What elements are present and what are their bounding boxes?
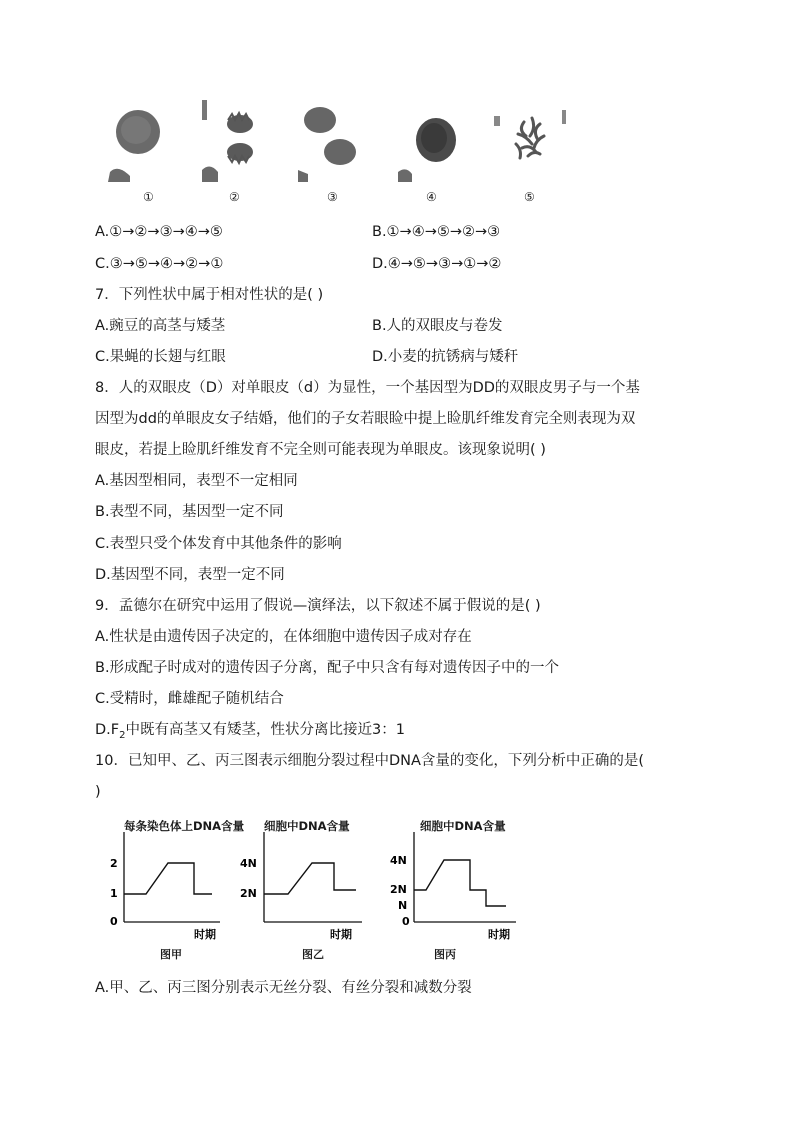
micrograph-2 bbox=[202, 100, 262, 182]
chart-yi-ytick-0: 2N bbox=[240, 887, 257, 900]
q8-stem-line-2: 因型为dd的单眼皮女子结婚，他们的子女若眼睑中提上睑肌纤维发育完全则表现为双 bbox=[95, 411, 636, 427]
q7-stem: 7．下列性状中属于相对性状的是( ) bbox=[95, 287, 324, 303]
q9-option-d bbox=[95, 720, 405, 746]
micrograph-label-2: ② bbox=[229, 190, 240, 204]
q6-option-c: C.③→⑤→④→②→① bbox=[95, 256, 224, 272]
chart-bing-title: 图丙 bbox=[434, 948, 456, 961]
chart-yi bbox=[238, 814, 368, 944]
micrograph-3 bbox=[298, 100, 360, 182]
chart-jia-xlabel: 时期 bbox=[194, 928, 216, 941]
micrograph-label-4: ④ bbox=[426, 190, 437, 204]
chart-bing-xlabel: 时期 bbox=[488, 928, 510, 941]
q6-option-a: A.①→②→③→④→⑤ bbox=[95, 224, 223, 240]
q8-option-d: D.基因型不同，表型一定不同 bbox=[95, 567, 285, 583]
q10-stem-line-2: ) bbox=[95, 784, 101, 800]
q8-stem-line-3: 眼皮，若提上睑肌纤维发育不完全则可能表现为单眼皮。该现象说明( ) bbox=[95, 442, 546, 458]
q6-option-b: B.①→④→⑤→②→③ bbox=[372, 224, 501, 240]
q9-stem: 9．孟德尔在研究中运用了假说—演绎法，以下叙述不属于假说的是( ) bbox=[95, 598, 541, 614]
q10-option-a: A.甲、乙、丙三图分别表示无丝分裂、有丝分裂和减数分裂 bbox=[95, 980, 472, 996]
chart-jia-series-line bbox=[124, 863, 212, 894]
q8-option-a: A.基因型相同，表型不一定相同 bbox=[95, 473, 298, 489]
chart-bing-ytick-1: N bbox=[398, 899, 408, 912]
chart-jia bbox=[106, 814, 245, 944]
chart-yi-xlabel: 时期 bbox=[330, 928, 352, 941]
chart-jia-ytick-0: 0 bbox=[110, 915, 118, 928]
q8-stem-line-1: 8．人的双眼皮（D）对单眼皮（d）为显性，一个基因型为DD的双眼皮男子与一个基 bbox=[95, 380, 640, 396]
q7-option-a: A.豌豆的高茎与矮茎 bbox=[95, 318, 226, 334]
q9-option-d-prefix: D.F bbox=[95, 722, 120, 738]
chart-jia-title: 图甲 bbox=[160, 948, 182, 961]
q8-option-c: C.表型只受个体发育中其他条件的影响 bbox=[95, 536, 342, 552]
micrograph-label-1: ① bbox=[143, 190, 154, 204]
q7-option-b: B.人的双眼皮与卷发 bbox=[372, 318, 503, 334]
q7-option-c: C.果蝇的长翅与红眼 bbox=[95, 349, 226, 365]
q9-option-b: B.形成配子时成对的遗传因子分离，配子中只含有每对遗传因子中的一个 bbox=[95, 660, 560, 676]
micrograph-1 bbox=[108, 100, 160, 182]
q9-option-c: C.受精时，雌雄配子随机结合 bbox=[95, 691, 284, 707]
micrograph-label-5: ⑤ bbox=[524, 190, 535, 204]
chart-yi-title: 图乙 bbox=[302, 948, 324, 961]
chart-bing-ytick-2: 2N bbox=[390, 883, 407, 896]
q6-option-d: D.④→⑤→③→①→② bbox=[372, 256, 502, 272]
chart-jia-ytick-2: 2 bbox=[110, 857, 118, 870]
q7-option-d: D.小麦的抗锈病与矮秆 bbox=[372, 349, 519, 365]
chart-bing-ytick-0: 0 bbox=[402, 915, 410, 928]
micrograph-label-3: ③ bbox=[327, 190, 338, 204]
q9-option-d-sub: 2 bbox=[119, 729, 126, 741]
chart-bing-ylabel: 细胞中DNA含量 bbox=[420, 819, 506, 833]
chart-bing-ytick-3: 4N bbox=[390, 854, 407, 867]
q8-option-b: B.表型不同，基因型一定不同 bbox=[95, 504, 284, 520]
q9-option-a: A.性状是由遗传因子决定的，在体细胞中遗传因子成对存在 bbox=[95, 629, 472, 645]
micrograph-5 bbox=[494, 100, 568, 182]
chart-jia-ylabel: 每条染色体上DNA含量 bbox=[124, 819, 245, 833]
chart-yi-series-line bbox=[264, 863, 356, 894]
chart-yi-ylabel: 细胞中DNA含量 bbox=[264, 819, 350, 833]
micrograph-4 bbox=[398, 100, 460, 182]
chart-bing-series-line bbox=[414, 860, 506, 906]
q10-stem-line-1: 10．已知甲、乙、丙三图表示细胞分裂过程中DNA含量的变化，下列分析中正确的是( bbox=[95, 753, 645, 769]
chart-yi-ytick-1: 4N bbox=[240, 857, 257, 870]
chart-bing bbox=[368, 814, 520, 944]
q9-option-d-suffix: 中既有高茎又有矮茎，性状分离比接近3：1 bbox=[125, 722, 405, 738]
chart-jia-ytick-1: 1 bbox=[110, 887, 118, 900]
